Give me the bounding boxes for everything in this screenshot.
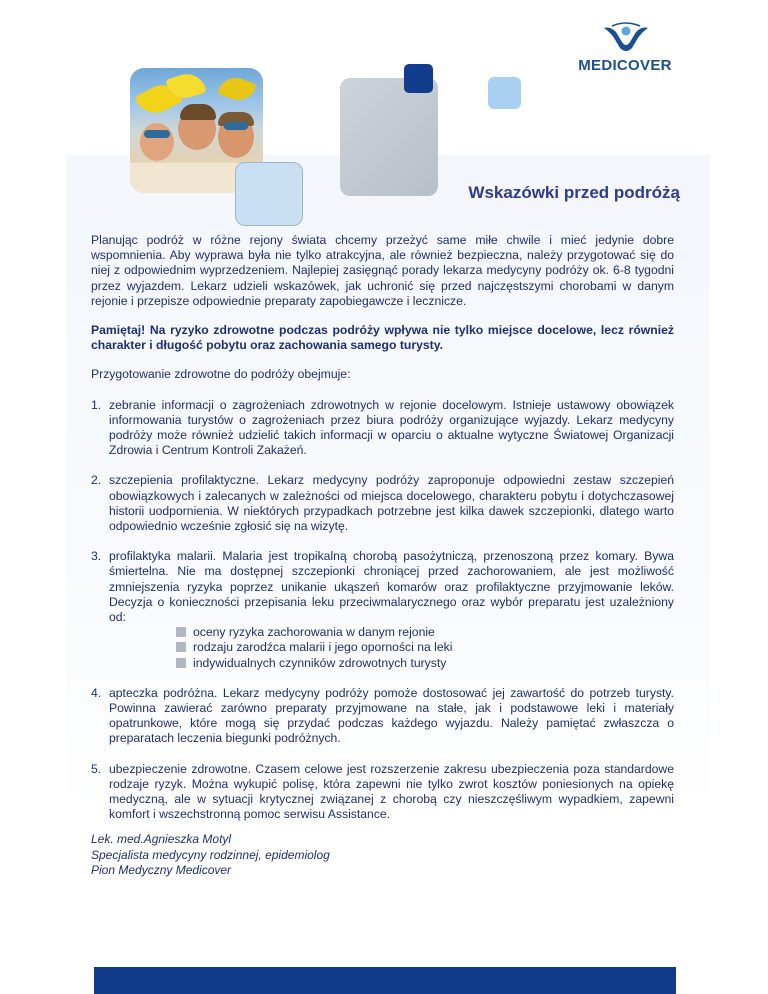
sub-list-item — [176, 625, 674, 640]
list-item-text: ubezpieczenie zdrowotne. Czasem celowe jest rozszerzenie zakresu ubezpieczenia poza standardowe rodzaje ryzyk. Można wykupić polisę, która zapewni nie tylko zwrot kosztów poniesionych na opiekę medyczną, ale w sytuacji krytycznej związanej z chorobą czy nieszczęśliwym wypadkiem, zapewni komfort i wszechstronną pomoc serwisu Assistance. — [109, 761, 674, 822]
list-item-number: 1. — [91, 397, 102, 412]
sub-list-item — [176, 656, 674, 671]
reminder-paragraph: Pamiętaj! Na ryzyko zdrowotne podczas podróży wpływa nie tylko miejsce docelowe, lecz również charakter i długość pobytu oraz zachowania samego turysty. — [91, 323, 674, 353]
document-body — [91, 233, 674, 838]
list-item-number: 2. — [91, 473, 102, 488]
square-bullet-icon — [176, 642, 186, 652]
list-item — [91, 398, 674, 459]
page-title: Wskazówki przed podróżą — [468, 183, 680, 202]
sub-list-item-text: rodzaju zarodźca malarii i jego oporności na leki — [193, 640, 453, 655]
list-item-number: 3. — [91, 549, 102, 564]
author-role: Specjalista medycyny rodzinnej, epidemiolog — [91, 847, 330, 862]
decorative-navy-square — [404, 64, 433, 93]
list-item-text: szczepienia profilaktyczne. Lekarz medycyny podróży zaproponuje odpowiedni zestaw szczepień obowiązkowych i zalecanych w zależności od miejsca docelowego, charakteru pobytu i dotychczasowej historii uodpornienia. W niektórych przypadkach potrzebne jest kilka dawek szczepionki, dlatego warto odpowiednio wcześnie zgłosić się na wizytę. — [109, 473, 674, 534]
list-lead: Przygotowanie zdrowotne do podróży obejmuje: — [91, 367, 351, 382]
preparation-list — [91, 398, 674, 823]
author-name: Lek. med.Agnieszka Motyl — [91, 832, 232, 846]
list-item-text: zebranie informacji o zagrożeniach zdrowotnych w rejonie docelowym. Istnieje ustawowy obowiązek informowania turystów o zagrożeniach przez biura podróży organizujące wyjazdy. Lekarz medycyny podróży może również udzielić takich informacji w oparciu o aktualne wytyczne Światowej Organizacji Zdrowia i Centrum Kontroli Zakażeń. — [109, 397, 674, 458]
list-item-number: 5. — [91, 761, 102, 776]
footer-bar — [94, 967, 676, 994]
list-item-text: apteczka podróżna. Lekarz medycyny podróży pomoże dostosować jej zawartość do potrzeb turysty. Powinna zawierać zarówno preparaty przyjmowane na stałe, jak i podstawowe leki i materiały opatrunkowe, które mogą się przydać podczas każdego wyjazdu. Należy pamiętać zwłaszcza o preparatach leczenia biegunki podróżnych. — [109, 685, 674, 746]
square-bullet-icon — [176, 658, 186, 668]
list-item — [91, 686, 674, 747]
list-item — [91, 762, 674, 823]
square-bullet-icon — [176, 627, 186, 637]
medicover-logo — [572, 22, 678, 78]
author-signature — [91, 832, 330, 879]
list-item — [91, 549, 674, 671]
malaria-factors-list — [109, 625, 674, 671]
sub-list-item-text: oceny ryzyka zachorowania w danym rejonie — [193, 625, 435, 640]
list-item-text: profilaktyka malarii. Malaria jest tropikalną chorobą pasożytniczą, przenoszoną przez komary. Bywa śmiertelna. Nie ma dostępnej szczepionki chroniącej przed zachorowaniem, ale jest możliwość zmniejszenia ryzyka poprzez unikanie ukąszeń komarów oraz profilaktyczne przyjmowanie leków. Decyzja o konieczności przepisania leku przeciwmalarycznego oraz wybór preparatu jest uzależniony od: — [109, 549, 674, 625]
medicover-logo-text: MEDICOVER — [578, 57, 672, 74]
intro-paragraph: Planując podróż w różne rejony świata chcemy przeżyć same miłe chwile i mieć jedynie dobre wspomnienia. Aby wyprawa była nie tylko atrakcyjna, ale również bezpieczna, należy przygotować się do niej z odpowiednim wyprzedzeniem. Najlepiej zasięgnąć porady lekarza medycyny podróży ok. 6-8 tygodni przez wyjazdem. Lekarz udzieli wskazówek, jak uchronić się przed najczęstszymi chorobami w danym rejonie i przepisze odpowiednie preparaty zapobiegawcze i lecznicze. — [91, 233, 674, 308]
decorative-light-blue-square — [235, 162, 303, 226]
medicover-logo-icon — [602, 22, 650, 54]
decorative-sky-square — [488, 77, 521, 109]
list-item-number: 4. — [91, 685, 102, 700]
decorative-gray-square — [340, 78, 438, 196]
list-item — [91, 473, 674, 534]
sub-list-item — [176, 640, 674, 655]
author-organization: Pion Medyczny Medicover — [91, 863, 232, 877]
sub-list-item-text: indywidualnych czynników zdrowotnych turysty — [193, 655, 447, 670]
